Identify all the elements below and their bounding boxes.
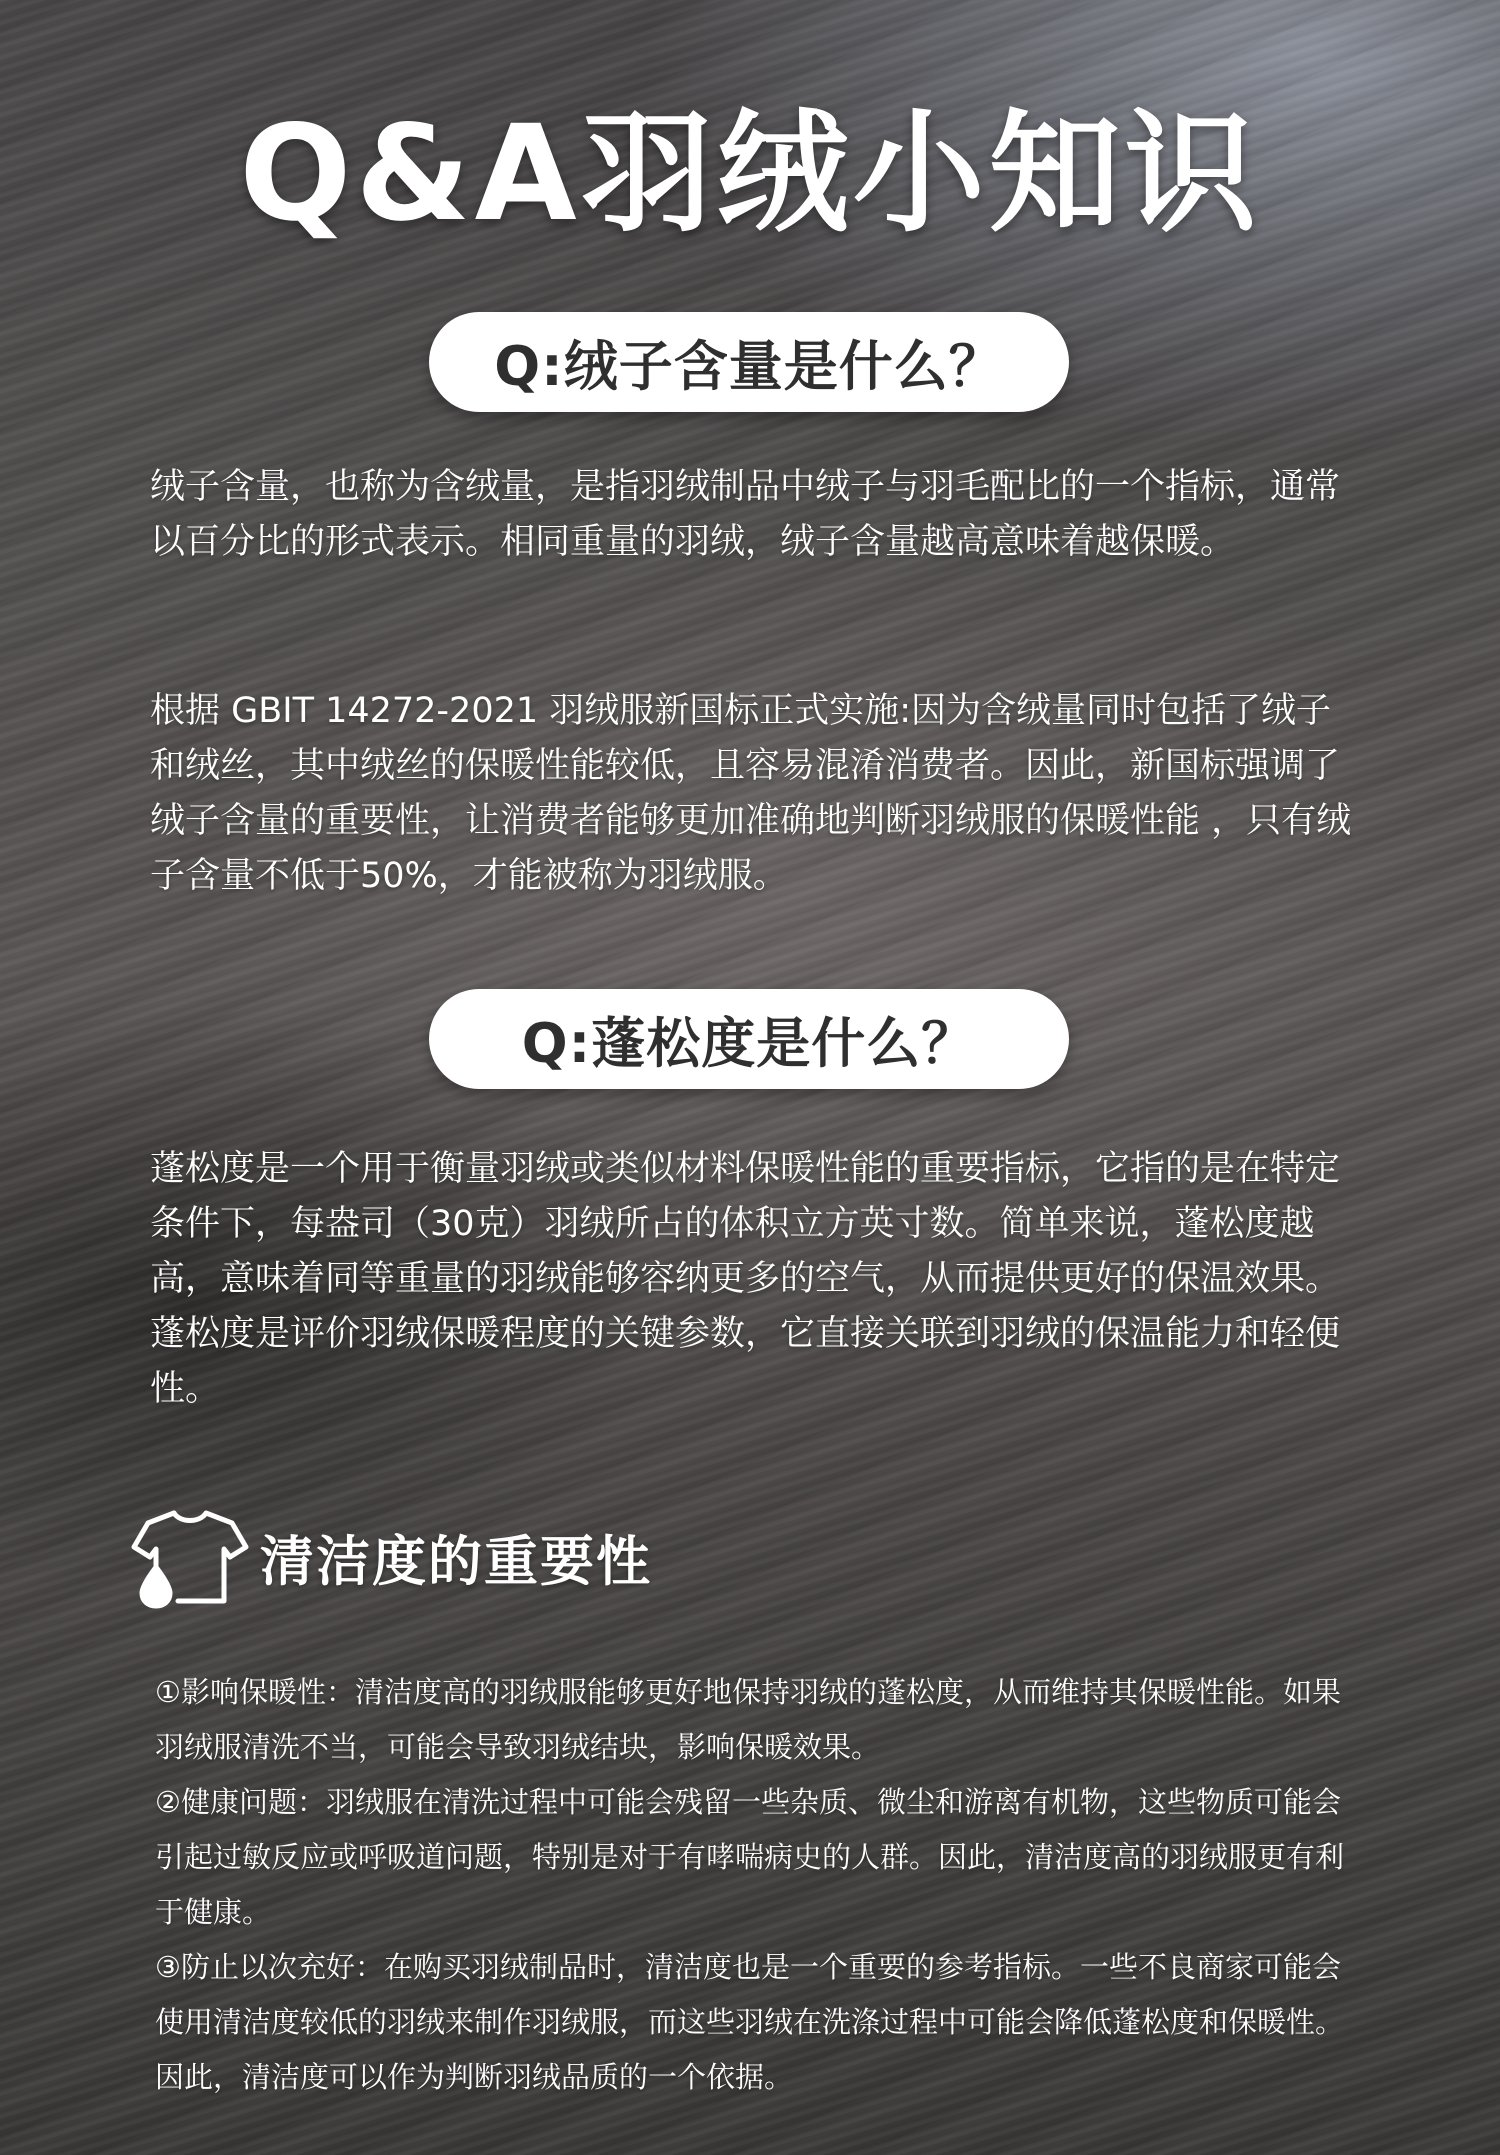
cleanliness-section-header bbox=[130, 1505, 652, 1609]
question-fill-power-label: Q:蓬松度是什么？ bbox=[521, 1011, 977, 1075]
cleanliness-heading: 清洁度的重要性 bbox=[260, 1529, 652, 1593]
question-fill-content-label: Q:绒子含量是什么？ bbox=[494, 334, 1004, 398]
fill-power-paragraph: 蓬松度是一个用于衡量羽绒或类似材料保暖性能的重要指标，它指的是在特定条件下，每盎司（30克）羽绒所占的体积立方英寸数。简单来说，蓬松度越高，意味着同等重量的羽绒能够容纳更多的空气，从而提供更好的保温效果。蓬松度是评价羽绒保暖程度的关键参数，它直接关联到羽绒的保温能力和轻便性。 bbox=[150, 1149, 1341, 1409]
list-item: ①影响保暖性：清洁度高的羽绒服能够更好地保持羽绒的蓬松度，从而维持其保暖性能。如果羽绒服清洗不当，可能会导致羽绒结块，影响保暖效果。 bbox=[155, 1675, 1341, 1764]
cleanliness-points-list bbox=[155, 1665, 1355, 2105]
shirt-water-drop-icon bbox=[130, 1505, 250, 1609]
page-title: Q&A羽绒小知识 bbox=[239, 97, 1261, 251]
list-item: ③防止以次充好：在购买羽绒制品时，清洁度也是一个重要的参考指标。一些不良商家可能会使用清洁度较低的羽绒来制作羽绒服，而这些羽绒在洗涤过程中可能会降低蓬松度和保暖性。因此，清洁度可以作为判断羽绒品质的一个依据。 bbox=[155, 1950, 1345, 2094]
list-item: ②健康问题：羽绒服在清洗过程中可能会残留一些杂质、微尘和游离有机物，这些物质可能会引起过敏反应或呼吸道问题，特别是对于有哮喘病史的人群。因此，清洁度高的羽绒服更有利于健康。 bbox=[155, 1785, 1345, 1929]
question-pill-fill-content bbox=[429, 312, 1069, 412]
question-pill-fill-power bbox=[429, 989, 1069, 1089]
fill-content-standard-paragraph: 根据 GBIT 14272-2021 羽绒服新国标正式实施:因为含绒量同时包括了绒子和绒丝，其中绒丝的保暖性能较低，且容易混淆消费者。因此，新国标强调了绒子含量的重要性，让消费者能够更加准确地判断羽绒服的保暖性能 ，只有绒子含量不低于50%，才能被称为羽绒服。 bbox=[150, 691, 1352, 896]
fill-content-definition-paragraph: 绒子含量，也称为含绒量，是指羽绒制品中绒子与羽毛配比的一个指标，通常以百分比的形式表示。相同重量的羽绒，绒子含量越高意味着越保暖。 bbox=[150, 467, 1341, 562]
